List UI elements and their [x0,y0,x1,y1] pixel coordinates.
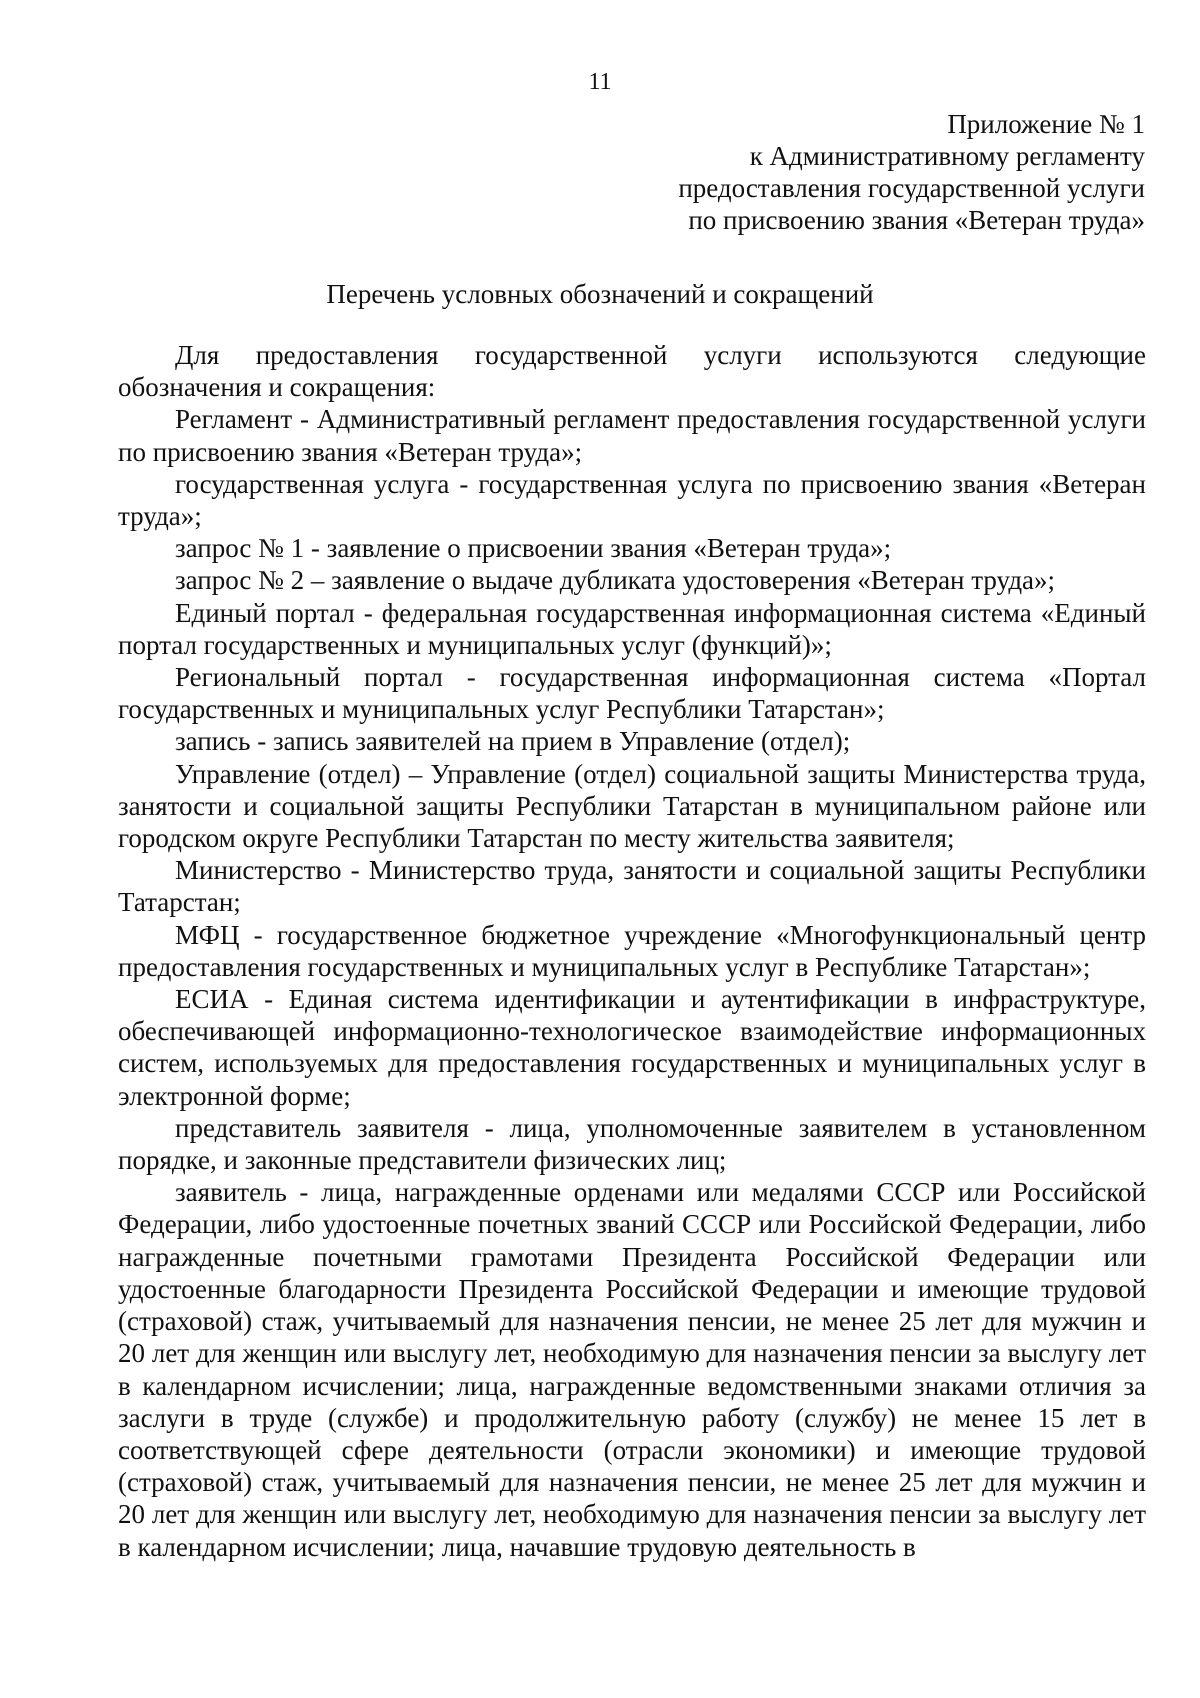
paragraph-appointment: запись - запись заявителей на прием в Управление (отдел); [175,726,851,757]
paragraph-state-service: государственная услуга - государственная услуга по присвоению звания «Ветеран труда»; [118,468,1146,532]
paragraph-intro: Для предоставления государственной услуги используются следующие обозначения и сокращения: [118,340,1146,403]
document-body [118,339,1146,1563]
paragraph-ministry: Министерство - Министерство труда, занятости и социальной защиты Республики Татарстан; [118,855,1146,918]
appendix-line-3: предоставления государственной услуги [678,173,1145,203]
paragraph-applicant: заявитель - лица, награжденные орденами или медалями СССР или Российской Федерации, либо удостоенные почетных званий СССР или Российской Федерации, либо награжденные почетными грамотами Президента Российской Федерации или удостоенные благодарности Президента Российской Федерации и имеющие трудовой (страховой) стаж, учитываемый для назначения пенсии, не менее 25 лет для мужчин и 20 лет для женщин или выслугу лет, необходимую для назначения пенсии за выслугу лет в календарном исчислении; лица, награжденные ведомственными знаками отличия за заслуги в труде (службе) и продолжительную работу (службу) не менее 15 лет в соответствующей сфере деятельности (отрасли экономики) и имеющие трудовой (страховой) стаж, учитываемый для назначения пенсии, не менее 25 лет для мужчин и 20 лет для женщин или выслугу лет, необходимую для назначения пенсии за выслугу лет в календарном исчислении; лица, начавшие трудовую деятельность в [118,1177,1146,1562]
paragraph-regional-portal: Региональный портал - государственная информационная система «Портал государственных и муниципальных услуг Республики Татарстан»; [118,662,1146,725]
page-number: 11 [588,69,612,95]
appendix-line-2: к Административному регламенту [749,141,1145,171]
paragraph-request-2: запрос № 2 – заявление о выдаче дубликата удостоверения «Ветеран труда»; [175,565,1056,596]
appendix-header [445,108,1145,236]
paragraph-representative: представитель заявителя - лица, уполномоченные заявителем в установленном порядке, и законные представители физических лиц; [118,1112,1146,1176]
appendix-line-1: Приложение № 1 [947,109,1145,139]
paragraph-request-1: запрос № 1 - заявление о присвоении звания «Ветеран труда»; [175,533,892,564]
paragraph-reglament: Регламент - Административный регламент предоставления государственной услуги по присвоению звания «Ветеран труда»; [118,404,1146,467]
paragraph-department: Управление (отдел) – Управление (отдел) социальной защиты Министерства труда, занятости и социальной защиты Республики Татарстан в муниципальном районе или городском округе Республики Татарстан по месту жительства заявителя; [118,758,1146,854]
appendix-line-4: по присвоению звания «Ветеран труда» [688,205,1145,235]
paragraph-unified-portal: Единый портал - федеральная государственная информационная система «Единый портал государственных и муниципальных услуг (функций)»; [118,597,1146,660]
document-title: Перечень условных обозначений и сокращений [326,279,874,309]
paragraph-mfc: МФЦ - государственное бюджетное учреждение «Многофункциональный центр предоставления государственных и муниципальных услуг в Республике Татарстан»; [118,919,1146,982]
paragraph-esia: ЕСИА - Единая система идентификации и аутентификации в инфраструктуре, обеспечивающей информационно-технологическое взаимодействие информационных систем, используемых для предоставления государственных и муниципальных услуг в электронной форме; [118,984,1146,1111]
